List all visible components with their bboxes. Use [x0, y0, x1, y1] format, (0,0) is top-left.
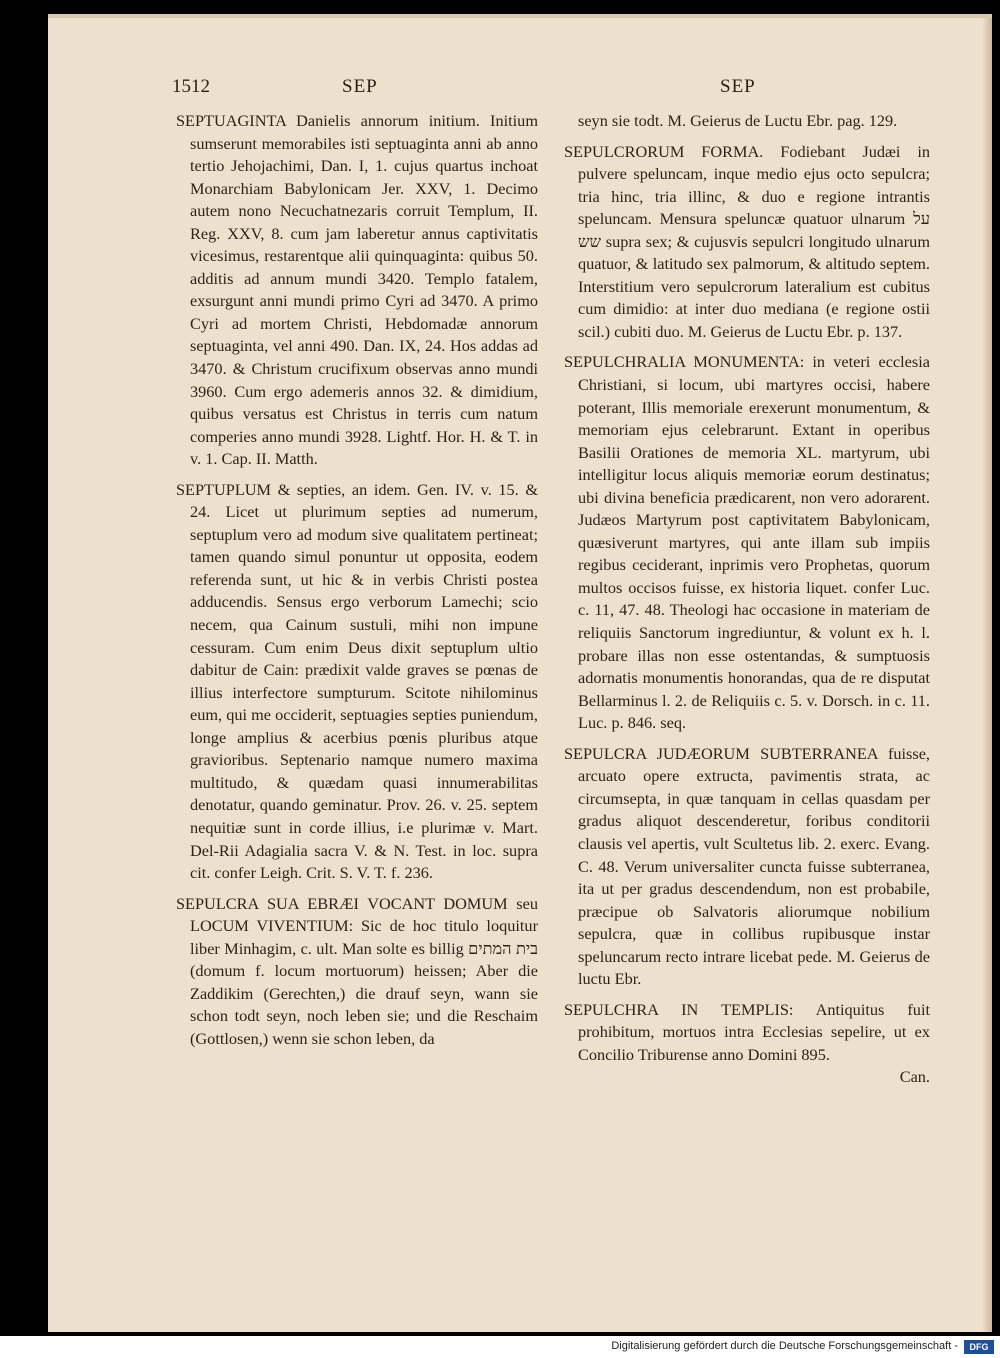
entry-continuation: seyn sie todt. M. Geierus de Luctu Ebr. pag. 129.: [578, 111, 898, 130]
footer-credit: Digitalisierung gefördert durch die Deutsche Forschungsgemeinschaft -: [611, 1340, 958, 1352]
right-running-header: SEP: [720, 76, 756, 97]
entry-sepulcra-domus-viventium: SEPULCRA SUA EBRÆI VOCANT DOMUM seu LOCUM VIVENTIUM: Sic de hoc titulo loquitur liber Minhagim, c. ult. Man solte es billig בית המתים (domum f. locum mortuorum) heissen; Aber die Zaddikim (Gerechten,) die drauf seyn, wann sie schon todt seyn, noch leben sie; und die Reschaim (Gottlosen,) wenn sie schon leben, da: [176, 893, 538, 1048]
left-column: [176, 110, 538, 1050]
dfg-logo: DFG: [964, 1340, 994, 1354]
digitization-footer: [0, 1336, 1000, 1358]
entry-sepulcrorum-forma: SEPULCRORUM FORMA. Fodiebant Judæi in pulvere speluncam, inque medio ejus octo sepulcra; tria hinc, tria illinc, & duo e regione intrantis speluncam. Mensura speluncæ quatuor ulnarum על שש supra sex; & cujusvis sepulcri longitudo ulnarum quatuor, & latitudo sex palmorum, & altitudo septem. Interstitium vero sepulcrorum lateralium est cubitus cum dimidio: at inter duo mediana (e regione ostii scil.) cubiti duo. M. Geierus de Luctu Ebr. p. 137.: [564, 141, 930, 341]
book-page: [48, 14, 992, 1332]
page-edge: [48, 14, 992, 18]
catchword: Can.: [899, 1067, 930, 1087]
entry-sepulcra-judaeorum: SEPULCRA JUDÆORUM SUBTERRANEA fuisse, arcuato opere extructa, pavimentis strata, ac circumsepta, in quæ tanquam in cellas quasdam per gradus aliquot descenderetur, foribus conditorii clausis vel apertis, vult Scultetus lib. 2. exerc. Evang. C. 48. Verum universaliter cuncta fuisse subterranea, ita ut per gradus descendendum, non est probabile, præcipue ob Salvatoris aliorumque nobilium sepulcra, quæ in collibus rupibusque instar speluncarum recto intrare licebat pede. M. Geierus de luctu Ebr.: [564, 743, 930, 989]
left-running-header: SEP: [342, 76, 378, 97]
right-column: [564, 110, 930, 1089]
page-number: 1512: [172, 76, 210, 97]
entry-septuaginta: SEPTUAGINTA Danielis annorum initium. Initium sumserunt memorabiles isti septuaginta anni ab anno tertio Jehojachimi, Dan. I, 1. cujus quartus inchoat Monarchiam Babylonicam Jer. XXV, 1. Decimo autem nono Necuchatnezaris corruit Templum, II. Reg. XXV, 8. cum jam laberetur annus captivitatis vicesimus, restarentque alii quinquaginta: quibus 50. additis ad annum mundi 3420. Templo fatalem, exsurgunt anni mundi primo Cyri ad 3470. A primo Cyri ad mortem Christi, Hebdomadæ annorum septuaginta, vel anni 490. Dan. IX, 24. Hos addas ad 3470. & Christum crucifixum observas anno mundi 3960. Cum ergo ademeris annos 32. & dimidium, quibus versatus est Christus in terris cum natum comperies anno mundi 3928. Lightf. Hor. H. & T. in v. 1. Cap. II. Matth.: [176, 111, 538, 469]
entry-septuplum: SEPTUPLUM & septies, an idem. Gen. IV. v. 15. & 24. Licet ut plurimum septies ad numerum, septuplum vero ad modum sive qualitatem pertineat; tamen quando simul ponuntur ut opposita, eodem referenda sunt, ut hic & in verbis Christi postea adducendis. Sensus ergo verborum Lamechi; scio necem, qua Cainum sustuli, mihi non impune cessuram. Cum enim Deus dixit septuplum ultio dabitur de Cain: prædixit valde graves se pœnas de illius interfectore sumpturum. Scitote nihilominus eum, qui me occiderit, septuagies septies puniendum, longe amplius & acerbius pœnis pluribus atque gravioribus. Septenario namque numero maxima multitudo, & quædam quasi innumerabilitas denotatur, quando geminatur. Prov. 26. v. 25. septem nequitiæ sunt in corde illius, i.e plurimæ v. Mart. Del-Rii Adagialia sacra V. & N. Test. in loc. supra cit. confer Leigh. Crit. S. V. T. f. 236.: [176, 479, 538, 883]
entry-sepulchralia-monumenta: SEPULCHRALIA MONUMENTA: in veteri ecclesia Christiani, si locum, ubi martyres occisi, habere poterant, Illis memoriale erexerunt monumentum, & memoriam ejus celebrarunt. Extant in operibus Basilii Orationes de memoria XL. martyrum, ubi intelligitur locus aliquis memoriæ eorum destinatus; ubi divina beneficia prædicarent, non vero adorarent. Judæos Martyrum post captivitatem Babylonicam, quæsiverunt martyres, qui ante illam sub impiis regibus ceciderant, inprimis vero Prophetas, quorum multos occisos fuisse, ex historia liquet. confer Luc. c. 11, 47. 48. Theologi hac occasione in materiam de reliquiis Sanctorum ingrediuntur, & volunt ex h. l. probare illas non esse ostentandas, & sumptuosis adornatis monumentis honorandas, qua de re disputat Bellarminus l. 2. de Reliquiis c. 5. v. Dorsch. in c. 11. Luc. p. 846. seq.: [564, 352, 930, 733]
entry-sepulchra-in-templis: SEPULCHRA IN TEMPLIS: Antiquitus fuit prohibitum, mortuos intra Ecclesias sepelire, ut ex Concilio Triburense anno Domini 895.: [564, 999, 930, 1064]
